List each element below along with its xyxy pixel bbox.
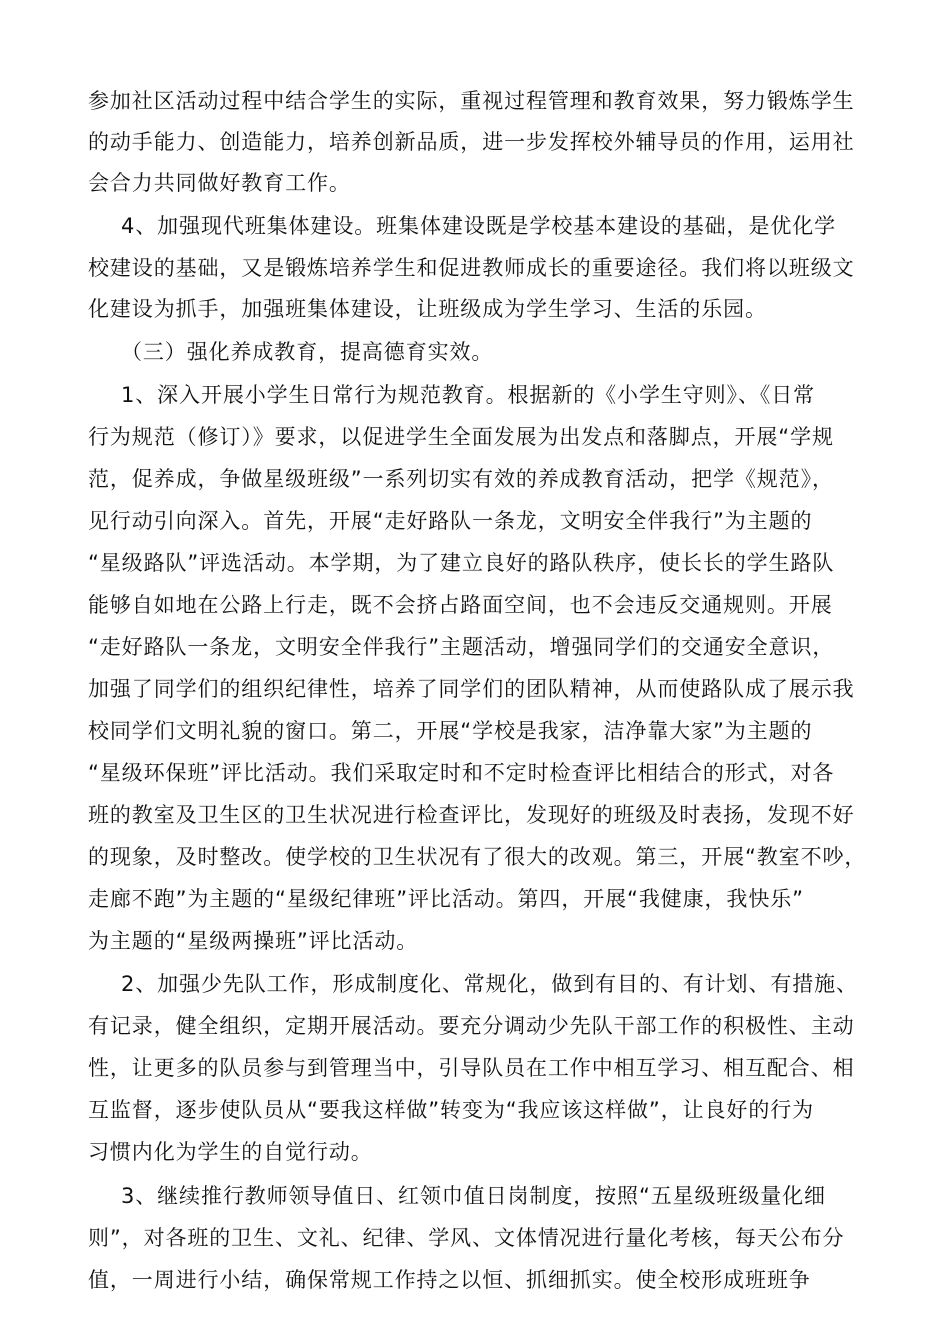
text-line: 有记录，健全组织，定期开展活动。要充分调动少先队干部工作的积极性、主动 bbox=[88, 1014, 855, 1038]
text-line: 范，促养成，争做星级班级”一系列切实有效的养成教育活动，把学《规范》， bbox=[88, 467, 834, 491]
text-line: 能够自如地在公路上行走，既不会挤占路面空间，也不会违反交通规则。开展 bbox=[88, 593, 833, 617]
text-line: 校建设的基础，又是锻炼培养学生和促进教师成长的重要途径。我们将以班级文 bbox=[88, 256, 855, 280]
text-line: 的动手能力、创造能力，培养创新品质，进一步发挥校外辅导员的作用，运用社 bbox=[88, 130, 855, 154]
text-line: 的现象，及时整改。使学校的卫生状况有了很大的改观。第三，开展“教室不吵， bbox=[88, 845, 867, 869]
text-line: 校同学们文明礼貌的窗口。第二，开展“学校是我家，洁净靠大家”为主题的 bbox=[88, 719, 813, 743]
text-line: 加强了同学们的组织纪律性，培养了同学们的团队精神，从而使路队成了展示我 bbox=[88, 677, 855, 701]
text-line: 习惯内化为学生的自觉行动。 bbox=[88, 1140, 373, 1164]
text-line: 会合力共同做好教育工作。 bbox=[88, 171, 351, 195]
paragraph-heading: 1、深入开展小学生日常行为规范教育。根据新的《小学生守则》、《日常 bbox=[121, 383, 816, 407]
text-line: 为主题的“星级两操班”评比活动。 bbox=[88, 929, 419, 953]
paragraph-heading: 4、加强现代班集体建设。班集体建设既是学校基本建设的基础，是优化学 bbox=[121, 214, 837, 238]
paragraph-heading: 2、加强少先队工作，形成制度化、常规化，做到有目的、有计划、有措施、 bbox=[121, 972, 858, 996]
text-line: 行为规范（修订）》要求，以促进学生全面发展为出发点和落脚点，开展“学规 bbox=[88, 425, 834, 449]
section-heading: （三）强化养成教育，提高德育实效。 bbox=[121, 340, 494, 364]
text-line: “星级环保班”评比活动。我们采取定时和不定时检查评比相结合的形式，对各 bbox=[88, 761, 835, 785]
text-line: 化建设为抓手，加强班集体建设，让班级成为学生学习、生活的乐园。 bbox=[88, 297, 767, 321]
text-line: 见行动引向深入。首先，开展“走好路队一条龙，文明安全伴我行”为主题的 bbox=[88, 509, 813, 533]
text-line: 走廊不跑”为主题的“星级纪律班”评比活动。第四，开展“我健康，我快乐” bbox=[88, 887, 804, 911]
text-line: 值，一周进行小结，确保常规工作持之以恒、抓细抓实。使全校形成班班争 bbox=[88, 1268, 811, 1292]
paragraph-heading: 3、继续推行教师领导值日、红领巾值日岗制度，按照“五星级班级量化细 bbox=[121, 1184, 826, 1208]
text-line: 参加社区活动过程中结合学生的实际，重视过程管理和教育效果，努力锻炼学生 bbox=[88, 89, 855, 113]
text-line: “星级路队”评选活动。本学期，为了建立良好的路队秩序，使长长的学生路队 bbox=[88, 551, 835, 575]
text-line: 班的教室及卫生区的卫生状况进行检查评比，发现好的班级及时表扬，发现不好 bbox=[88, 803, 855, 827]
text-line: 则”，对各班的卫生、文礼、纪律、学风、文体情况进行量化考核，每天公布分 bbox=[88, 1226, 845, 1250]
text-line: 互监督，逐步使队员从“要我这样做”转变为“我应该这样做”，让良好的行为 bbox=[88, 1098, 815, 1122]
text-line: “走好路队一条龙，文明安全伴我行”主题活动，增强同学们的交通安全意识， bbox=[88, 635, 835, 659]
text-line: 性，让更多的队员参与到管理当中，引导队员在工作中相互学习、相互配合、相 bbox=[88, 1056, 855, 1080]
